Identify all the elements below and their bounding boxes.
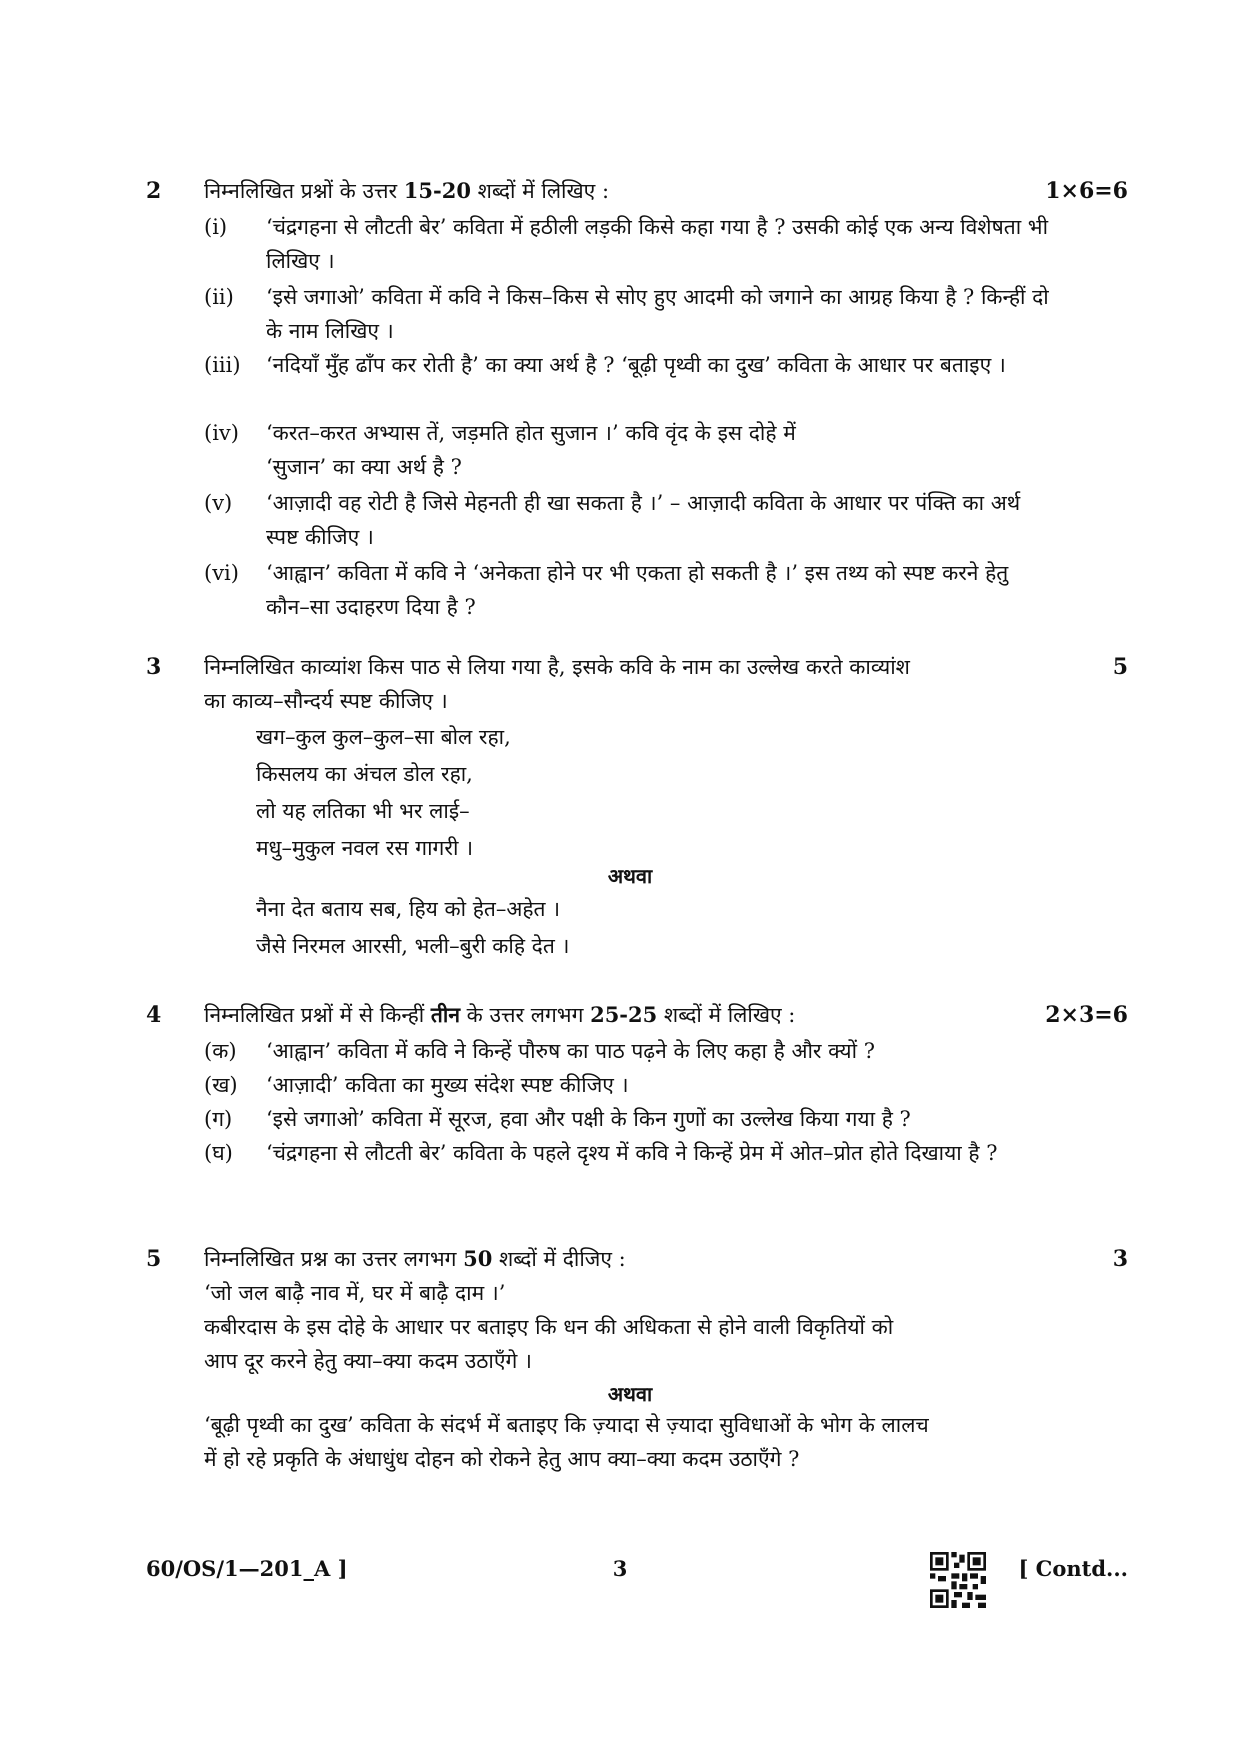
page-number: 3 <box>612 1556 628 1581</box>
question-text-line: आप दूर करने हेतु क्या–क्या कदम उठाएँगे । <box>204 1349 532 1373</box>
poem-line: जैसे निरमल आरसी, भली–बुरी कहि देत । <box>256 934 570 958</box>
poem-line: खग–कुल कुल–कुल–सा बोल रहा, <box>256 725 511 749</box>
subquestion-label: (क) <box>204 1039 237 1063</box>
question-text-line: कबीरदास के इस दोहे के आधार पर बताइए कि धन की अधिकता से होने वाली विकृतियों को <box>204 1315 894 1339</box>
marks: 3 <box>1112 1246 1128 1272</box>
question-number: 4 <box>146 1002 162 1028</box>
subquestion-label: (iii) <box>204 353 241 377</box>
question-instruction: निम्नलिखित प्रश्नों में से किन्हीं तीन के उत्तर लगभग 25-25 शब्दों में लिखिए : <box>204 1002 796 1027</box>
question-text-line: ‘जो जल बाढ़ै नाव में, घर में बाढ़ै दाम ।’ <box>204 1281 506 1305</box>
page-footer <box>0 1556 1240 1606</box>
subquestion-label: (vi) <box>204 561 239 585</box>
marks: 5 <box>1112 654 1128 680</box>
subquestion-label: (v) <box>204 491 233 515</box>
subquestion-label: (i) <box>204 215 228 239</box>
or-separator: अथवा <box>607 864 653 888</box>
question-instruction: निम्नलिखित प्रश्न का उत्तर लगभग 50 शब्दों में दीजिए : <box>204 1246 626 1271</box>
or-separator: अथवा <box>607 1382 653 1406</box>
poem-line: मधु–मुकुल नवल रस गागरी । <box>256 836 474 860</box>
poem-line: नैना देत बताय सब, हिय को हेत–अहेत । <box>256 897 561 921</box>
subquestion-text: ‘आह्वान’ कविता में कवि ने ‘अनेकता होने पर भी एकता हो सकती है ।’ इस तथ्य को स्पष्ट करने हेतु कौन–सा उदाहरण दिया है ? <box>266 561 1009 619</box>
subquestion-label: (ii) <box>204 285 234 309</box>
question-text-line: का काव्य–सौन्दर्य स्पष्ट कीजिए । <box>204 689 448 713</box>
subquestion-text: ‘नदियाँ मुँह ढाँप कर रोती है’ का क्या अर्थ है ? ‘बूढ़ी पृथ्वी का दुख’ कविता के आधार पर बताइए । <box>266 353 1006 377</box>
question-text-line: ‘बूढ़ी पृथ्वी का दुख’ कविता के संदर्भ में बताइए कि ज़्यादा से ज़्यादा सुविधाओं के भोग के लालच <box>204 1413 929 1437</box>
subquestion-label: (ख) <box>204 1073 238 1097</box>
subquestion-text: ‘इसे जगाओ’ कविता में सूरज, हवा और पक्षी के किन गुणों का उल्लेख किया गया है ? <box>266 1107 911 1131</box>
poem-line: किसलय का अंचल डोल रहा, <box>256 762 473 786</box>
subquestion-text: ‘इसे जगाओ’ कविता में कवि ने किस–किस से सोए हुए आदमी को जगाने का आग्रह किया है ? किन्हीं दो के नाम लिखिए । <box>266 285 1049 343</box>
poem-stanza <box>256 892 569 966</box>
question-text-line: निम्नलिखित काव्यांश किस पाठ से लिया गया है, इसके कवि के नाम का उल्लेख करते काव्यांश <box>204 655 910 679</box>
question-number: 2 <box>146 178 162 204</box>
subquestion-text: ‘आज़ादी वह रोटी है जिसे मेहनती ही खा सकता है ।’ – आज़ादी कविता के आधार पर पंक्ति का अर्थ स्पष्ट कीजिए । <box>266 491 1021 549</box>
question-number: 5 <box>146 1246 162 1272</box>
subquestion-label: (घ) <box>204 1141 233 1165</box>
poem-line: लो यह लतिका भी भर लाई– <box>256 799 470 823</box>
question-instruction: निम्नलिखित प्रश्नों के उत्तर 15-20 शब्दों में लिखिए : <box>204 178 610 203</box>
subquestion-text: ‘आह्वान’ कविता में कवि ने किन्हें पौरुष का पाठ पढ़ने के लिए कहा है और क्यों ? <box>266 1039 875 1063</box>
paper-code: 60/OS/1—201_A ] <box>146 1556 348 1581</box>
question-number: 3 <box>146 654 162 680</box>
continued-label: [ Contd... <box>1018 1556 1128 1581</box>
subquestion-label: (ग) <box>204 1107 233 1131</box>
subquestion-text: ‘चंद्रगहना से लौटती बेर’ कविता में हठीली लड़की किसे कहा गया है ? उसकी कोई एक अन्य विशेषता भी लिखिए । <box>266 215 1049 273</box>
marks: 2×3=6 <box>1045 1002 1128 1028</box>
subquestion-label: (iv) <box>204 421 239 445</box>
question-text-line: में हो रहे प्रकृति के अंधाधुंध दोहन को रोकने हेतु आप क्या–क्या कदम उठाएँगे ? <box>204 1447 800 1471</box>
subquestion-text: ‘आज़ादी’ कविता का मुख्य संदेश स्पष्ट कीजिए । <box>266 1073 629 1097</box>
qr-code-icon <box>930 1552 986 1608</box>
marks: 1×6=6 <box>1045 178 1128 204</box>
subquestion-text: ‘करत–करत अभ्यास तें, जड़मति होत सुजान ।’ कवि वृंद के इस दोहे में ‘सुजान’ का क्या अर्थ है ? <box>266 421 796 479</box>
subquestion-text: ‘चंद्रगहना से लौटती बेर’ कविता के पहले दृश्य में कवि ने किन्हें प्रेम में ओत–प्रोत होते दिखाया है ? <box>266 1141 998 1165</box>
poem-stanza <box>256 720 511 868</box>
